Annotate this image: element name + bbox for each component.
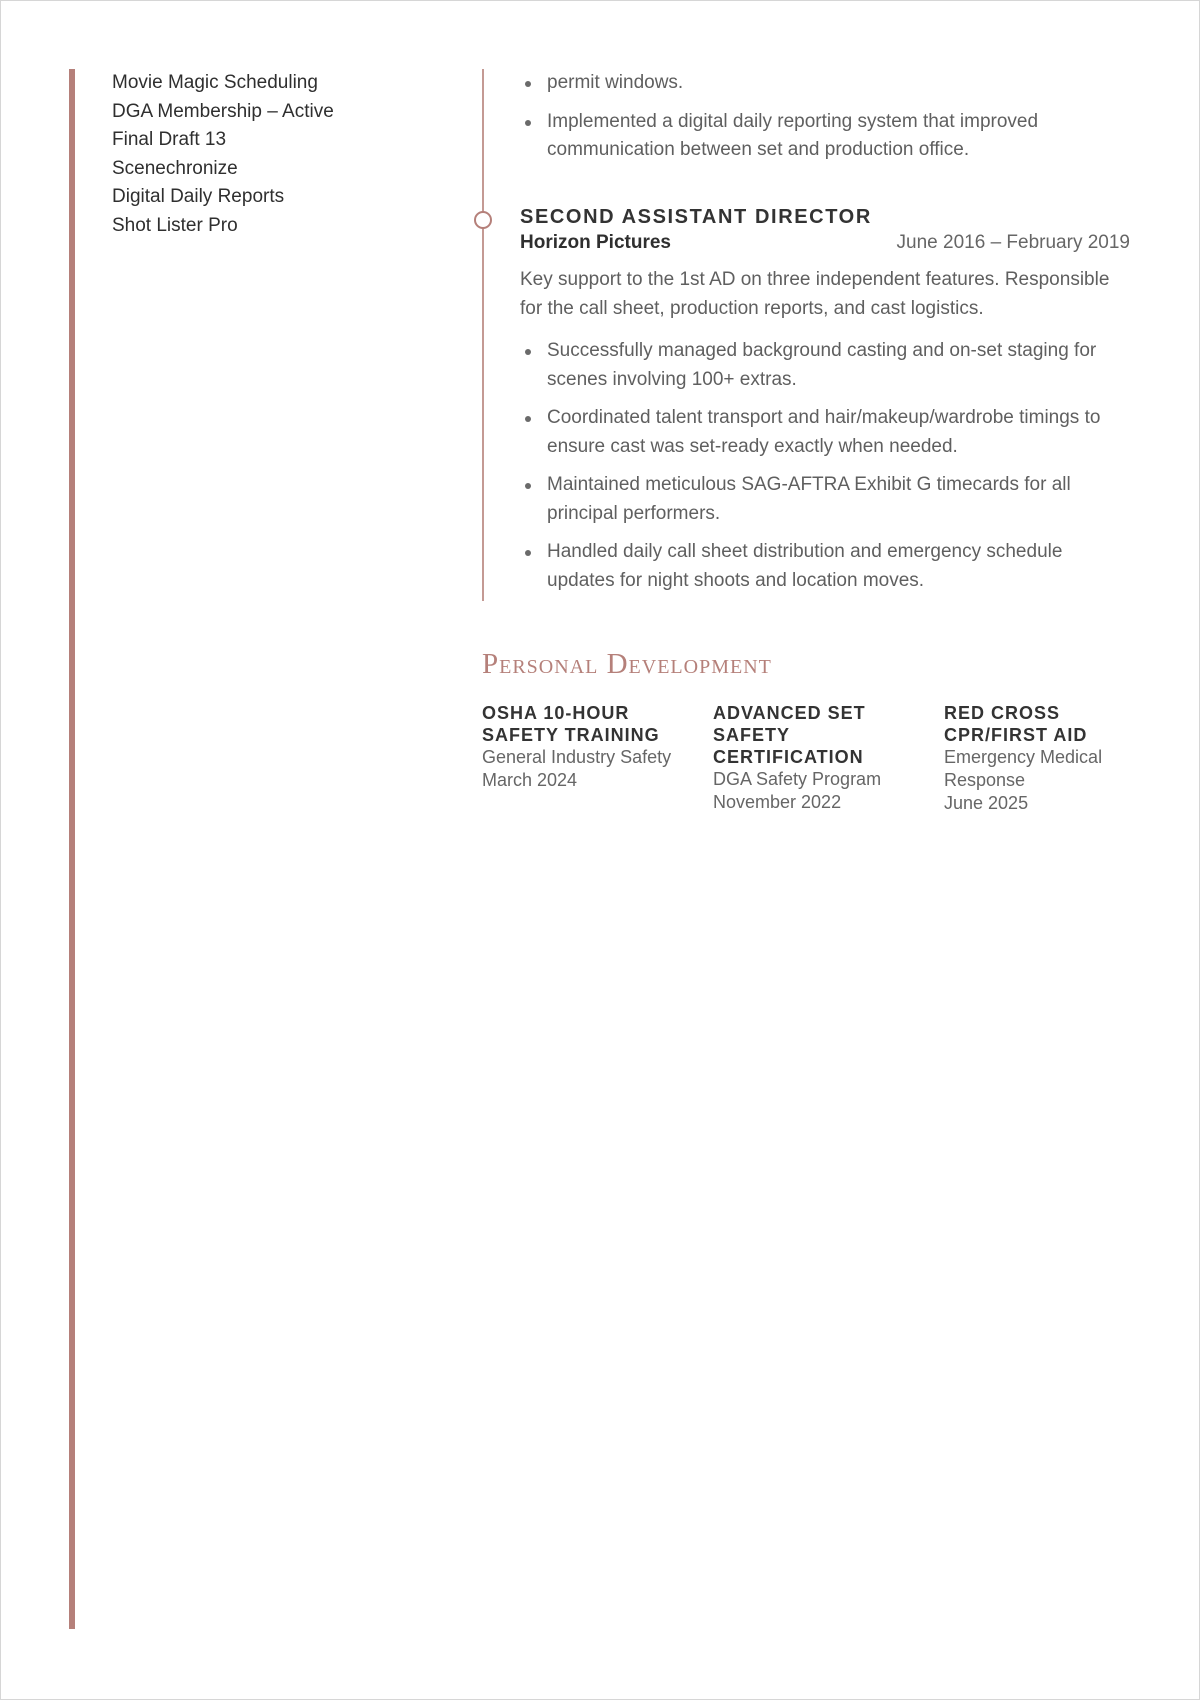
development-item [944, 702, 1144, 815]
bullet-item: Handled daily call sheet distribution and emergency schedule updates for night shoots and location moves. [520, 538, 1130, 595]
skill-item: Digital Daily Reports [112, 186, 285, 207]
section-heading-personal-development: Personal Development [482, 648, 772, 680]
development-title: ADVANCED SET SAFETY CERTIFICATION [713, 703, 866, 767]
development-issuer: General Industry Safety [482, 747, 672, 767]
skill-item: Final Draft 13 [112, 129, 227, 150]
timeline-line [482, 69, 484, 601]
skill-item: Scenechronize [112, 157, 238, 179]
job-title: SECOND ASSISTANT DIRECTOR [520, 206, 872, 228]
left-accent-bar [69, 69, 75, 1629]
skill-item: Movie Magic Scheduling [112, 72, 318, 93]
job-company: Horizon Pictures [520, 232, 671, 253]
development-date: March 2024 [482, 770, 578, 790]
bullet-item: Coordinated talent transport and hair/makeup/wardrobe timings to ensure cast was set-ready exactly when needed. [520, 404, 1130, 461]
timeline-marker-icon [474, 211, 492, 229]
job-dates: June 2016 – February 2019 [896, 232, 1130, 253]
bullet-item: Implemented a digital daily reporting system that improved communication between set and production office. [520, 108, 1130, 165]
job-bullets [520, 337, 1130, 605]
development-item [482, 702, 682, 792]
bullet-item: Successfully managed background casting and on-set staging for scenes involving 100+ extras. [520, 337, 1130, 394]
skills-list [112, 69, 334, 240]
bullet-item: Maintained meticulous SAG-AFTRA Exhibit G timecards for all principal performers. [520, 471, 1130, 528]
development-title: OSHA 10-HOUR SAFETY TRAINING [482, 703, 660, 745]
development-title: RED CROSS CPR/FIRST AID [944, 703, 1088, 745]
previous-job-bullets [520, 69, 1130, 175]
development-issuer: Emergency Medical Response [944, 747, 1103, 790]
development-date: November 2022 [713, 792, 842, 812]
skill-item: DGA Membership – Active [112, 100, 334, 122]
development-item [713, 702, 913, 814]
skill-item: Shot Lister Pro [112, 214, 238, 236]
development-issuer: DGA Safety Program [713, 769, 882, 789]
development-date: June 2025 [944, 793, 1029, 813]
bullet-item: permit windows. [520, 69, 1130, 98]
job-summary: Key support to the 1st AD on three independent features. Responsible for the call sheet, production reports, and cast logistics. [520, 269, 1110, 319]
